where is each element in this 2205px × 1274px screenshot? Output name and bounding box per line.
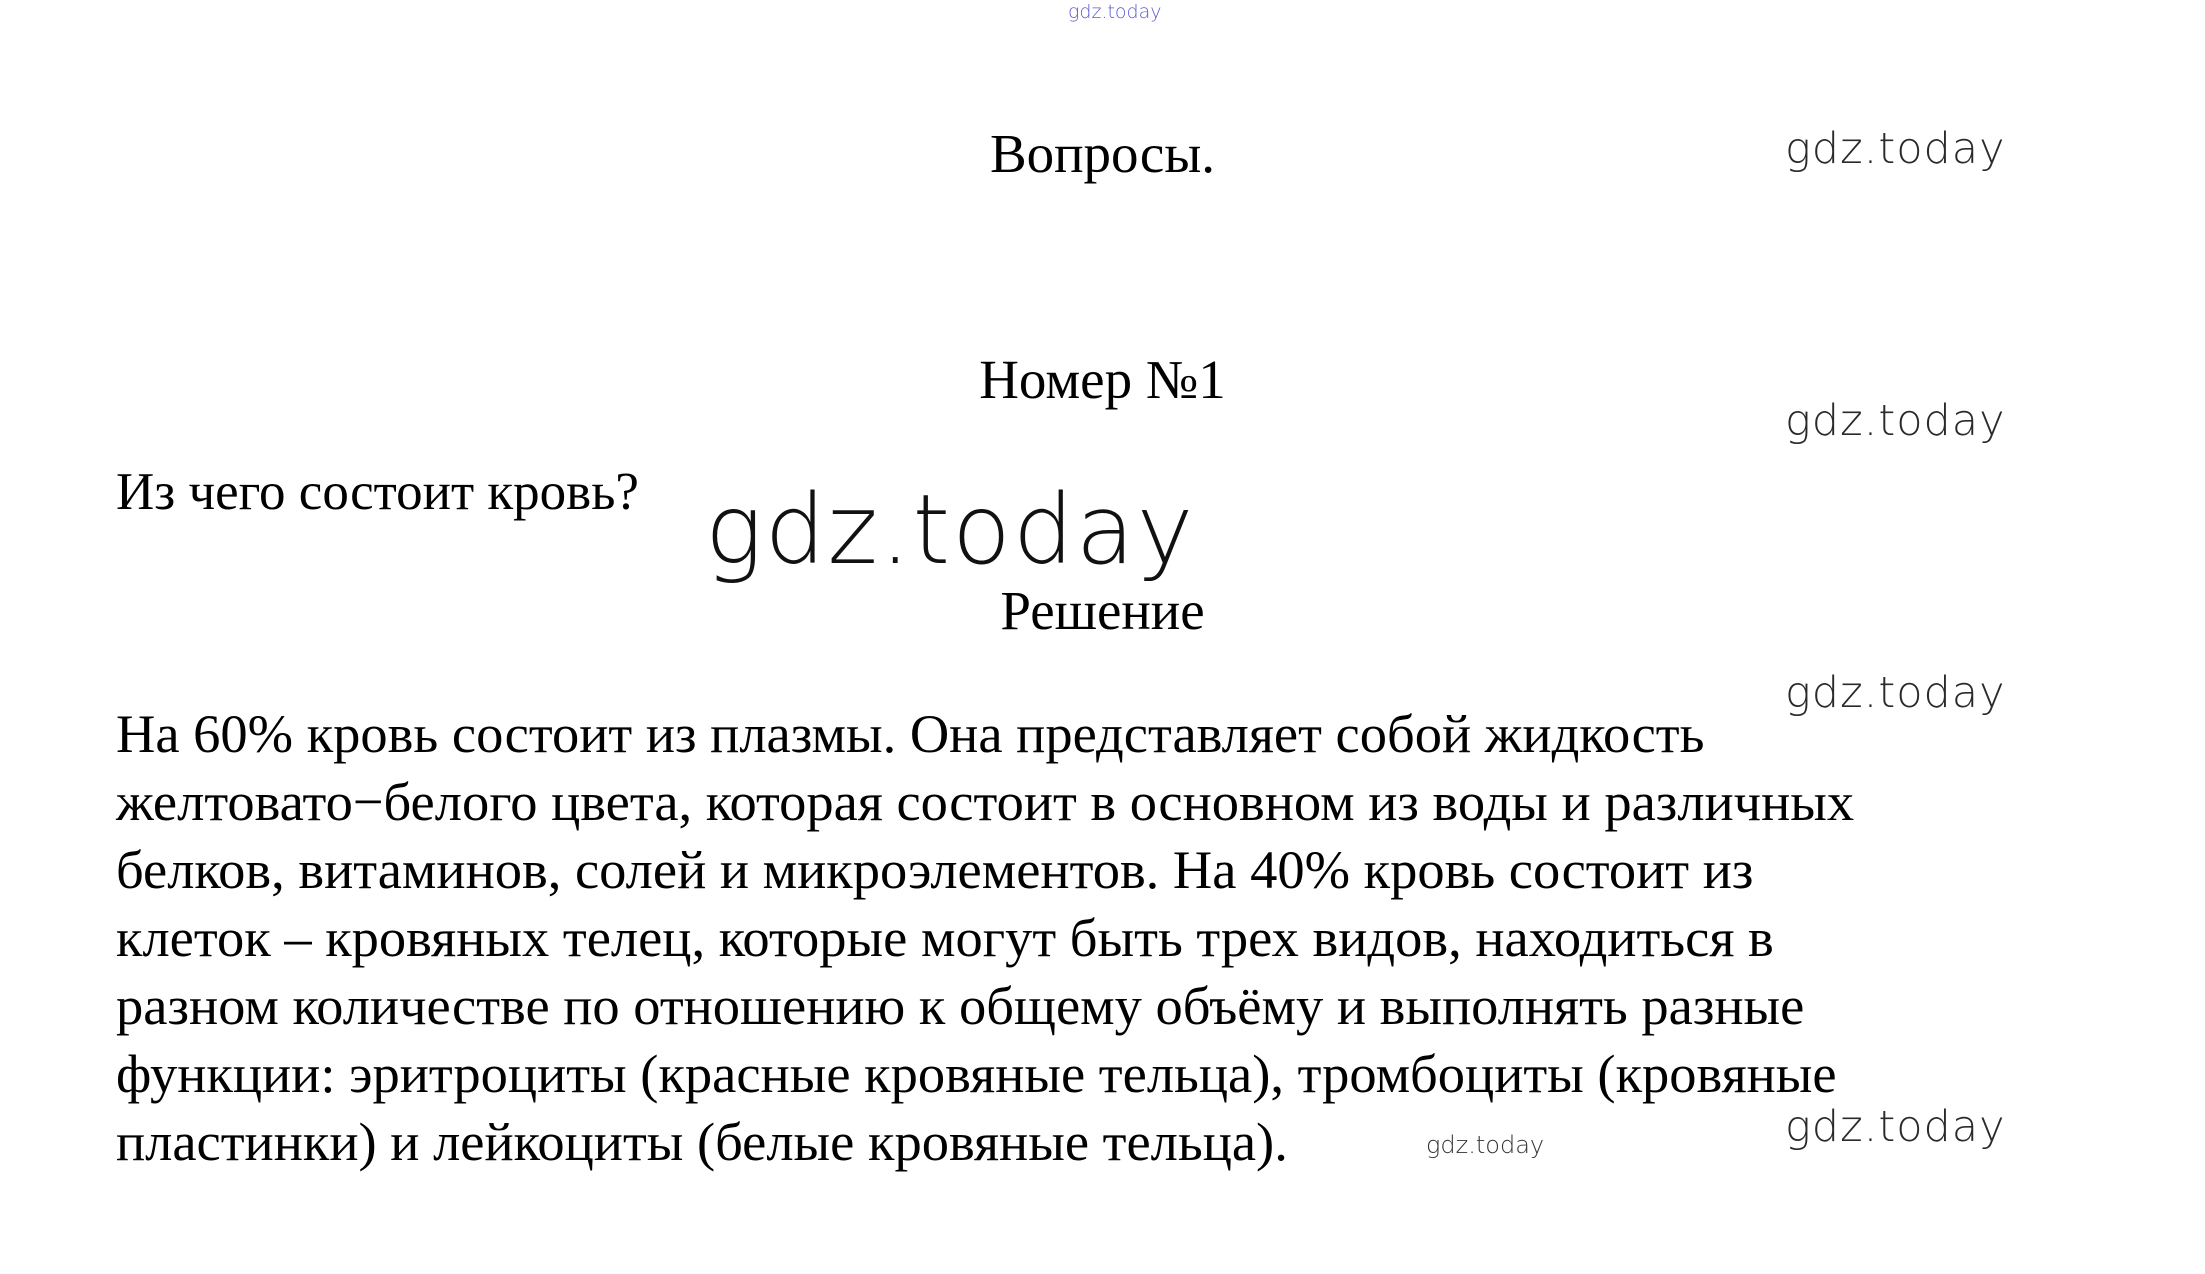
answer-line: пластинки) и лейкоциты (белые кровяные тельца). [116,1111,1288,1172]
watermark-side-4: gdz.today [1785,1102,2006,1152]
answer-line: белков, витаминов, солей и микроэлементов. На 40% кровь состоит из [116,839,1754,900]
watermark-large: gdz.today [705,474,1196,586]
watermark-small: gdz.today [1426,1131,1545,1159]
watermark-side-3: gdz.today [1785,668,2006,718]
answer-line: разном количестве по отношению к общему объёму и выполнять разные [116,975,1805,1036]
answer-line: клеток – кровяных телец, которые могут быть трех видов, находиться в [116,907,1774,968]
solution-heading: Решение [1000,580,1205,641]
exercise-number: Номер №1 [979,349,1226,410]
answer-line: функции: эритроциты (красные кровяные тельца), тромбоциты (кровяные [116,1043,1837,1104]
watermark-side-1: gdz.today [1785,124,2006,174]
answer-line: желтовато−белого цвета, которая состоит в основном из воды и различных [116,771,1855,832]
watermark-side-2: gdz.today [1785,396,2006,446]
answer-paragraph [116,700,2116,1176]
question-text: Из чего состоит кровь? [116,463,639,521]
page-title: Вопросы. [989,123,1216,184]
answer-line: На 60% кровь состоит из плазмы. Она представляет собой жидкость [116,703,1705,764]
watermark-top: gdz.today [1068,1,1162,23]
